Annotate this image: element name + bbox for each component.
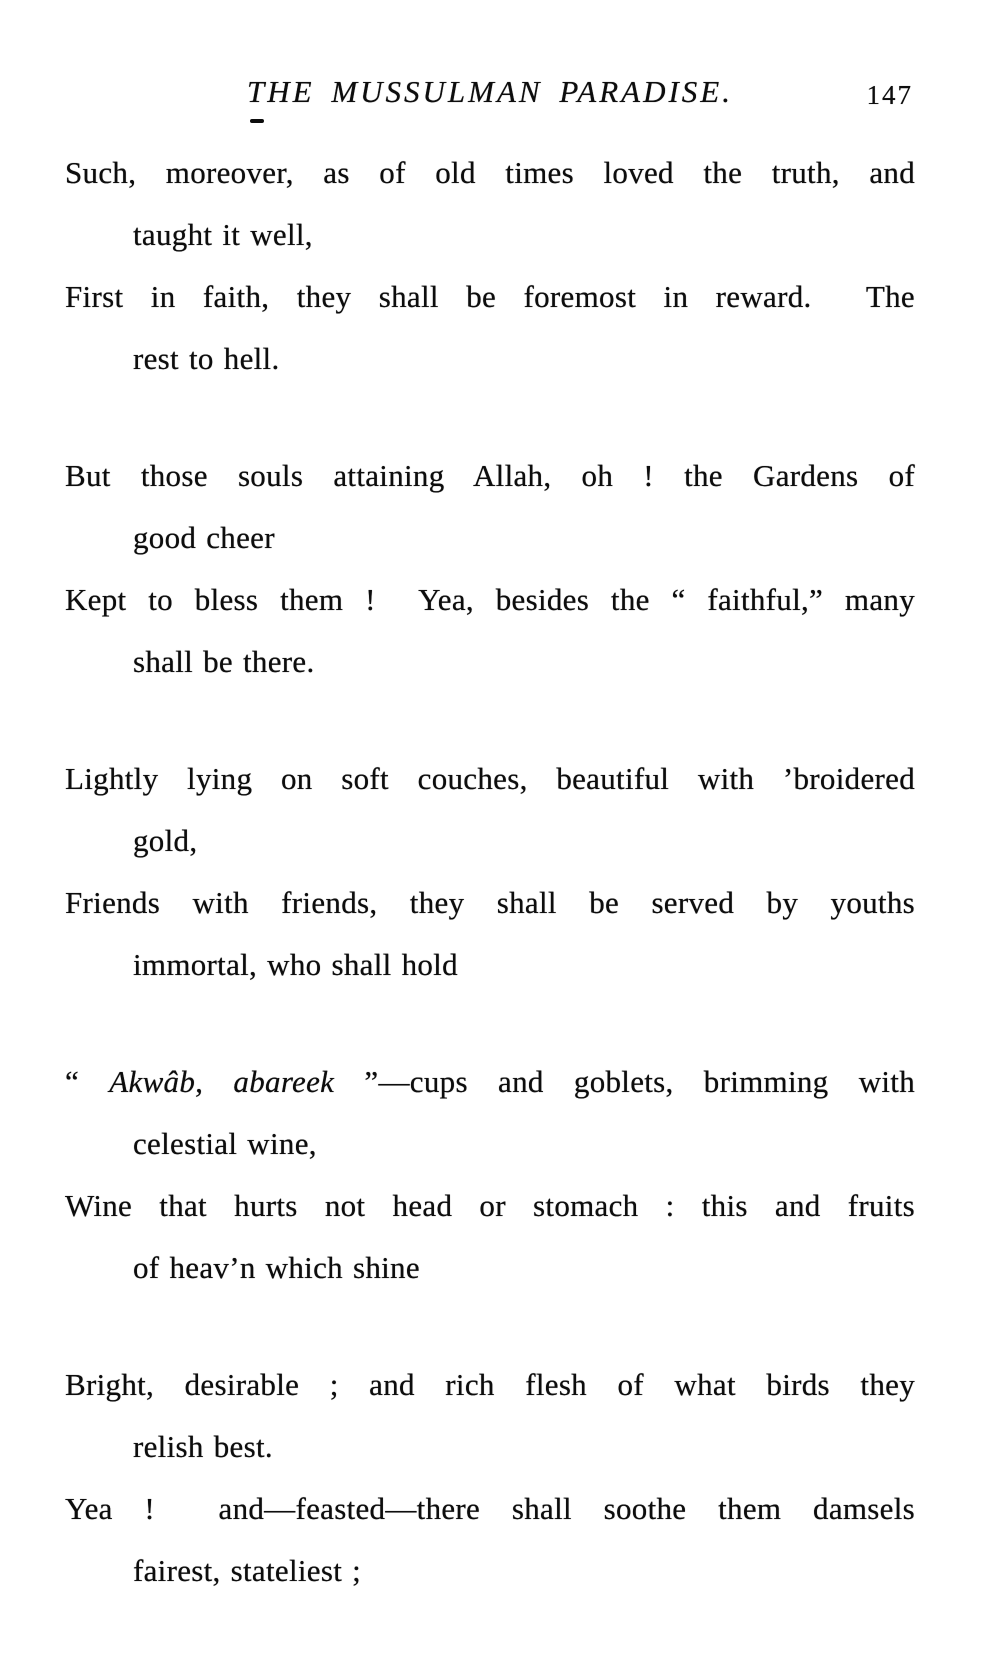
verse-line: Kept to bless them ! Yea, besides the “ faithful,” many (65, 582, 915, 617)
verse-line: Such, moreover, as of old times loved the truth, and (65, 155, 915, 190)
verse-line-continuation: of heav’n which shine (133, 1250, 420, 1285)
verse-line-continuation: celestial wine, (133, 1126, 317, 1161)
stanza (65, 1354, 915, 1602)
stanza (65, 748, 915, 996)
page-header (65, 74, 915, 118)
verse-line-continuation: gold, (133, 823, 198, 858)
running-title: THE MUSSULMAN PARADISE. (247, 74, 733, 109)
verse-line-continuation: relish best. (133, 1429, 273, 1464)
verse-line: Friends with friends, they shall be served by youths (65, 885, 915, 920)
verse-line: Wine that hurts not head or stomach : this and fruits (65, 1188, 915, 1223)
verse-line: Lightly lying on soft couches, beautiful with ’broidered (65, 761, 915, 796)
verse-line-continuation: shall be there. (133, 644, 315, 679)
verse-line: But those souls attaining Allah, oh ! the Gardens of (65, 458, 915, 493)
verse-line-continuation: good cheer (133, 520, 275, 555)
poem-body (65, 142, 915, 1657)
page-number: 147 (866, 80, 913, 110)
quote-close-and-text: ”—cups and goblets, brimming with (334, 1064, 916, 1099)
verse-line (65, 1051, 915, 1113)
verse-line-continuation: fairest, stateliest ; (133, 1553, 362, 1588)
stanza (65, 1051, 915, 1299)
quote-open: “ (65, 1064, 110, 1099)
stanza (65, 142, 915, 390)
verse-line: Bright, desirable ; and rich flesh of what birds they (65, 1367, 915, 1402)
verse-line-continuation: taught it well, (133, 217, 313, 252)
verse-line-continuation: immortal, who shall hold (133, 947, 458, 982)
verse-line-continuation: rest to hell. (133, 341, 280, 376)
italic-arabic-phrase: Akwâb, abareek (109, 1064, 335, 1099)
print-artifact-mark (250, 119, 264, 123)
verse-line: Yea ! and—feasted—there shall soothe them damsels (65, 1491, 915, 1526)
verse-line: First in faith, they shall be foremost in reward. The (65, 279, 915, 314)
stanza (65, 445, 915, 693)
